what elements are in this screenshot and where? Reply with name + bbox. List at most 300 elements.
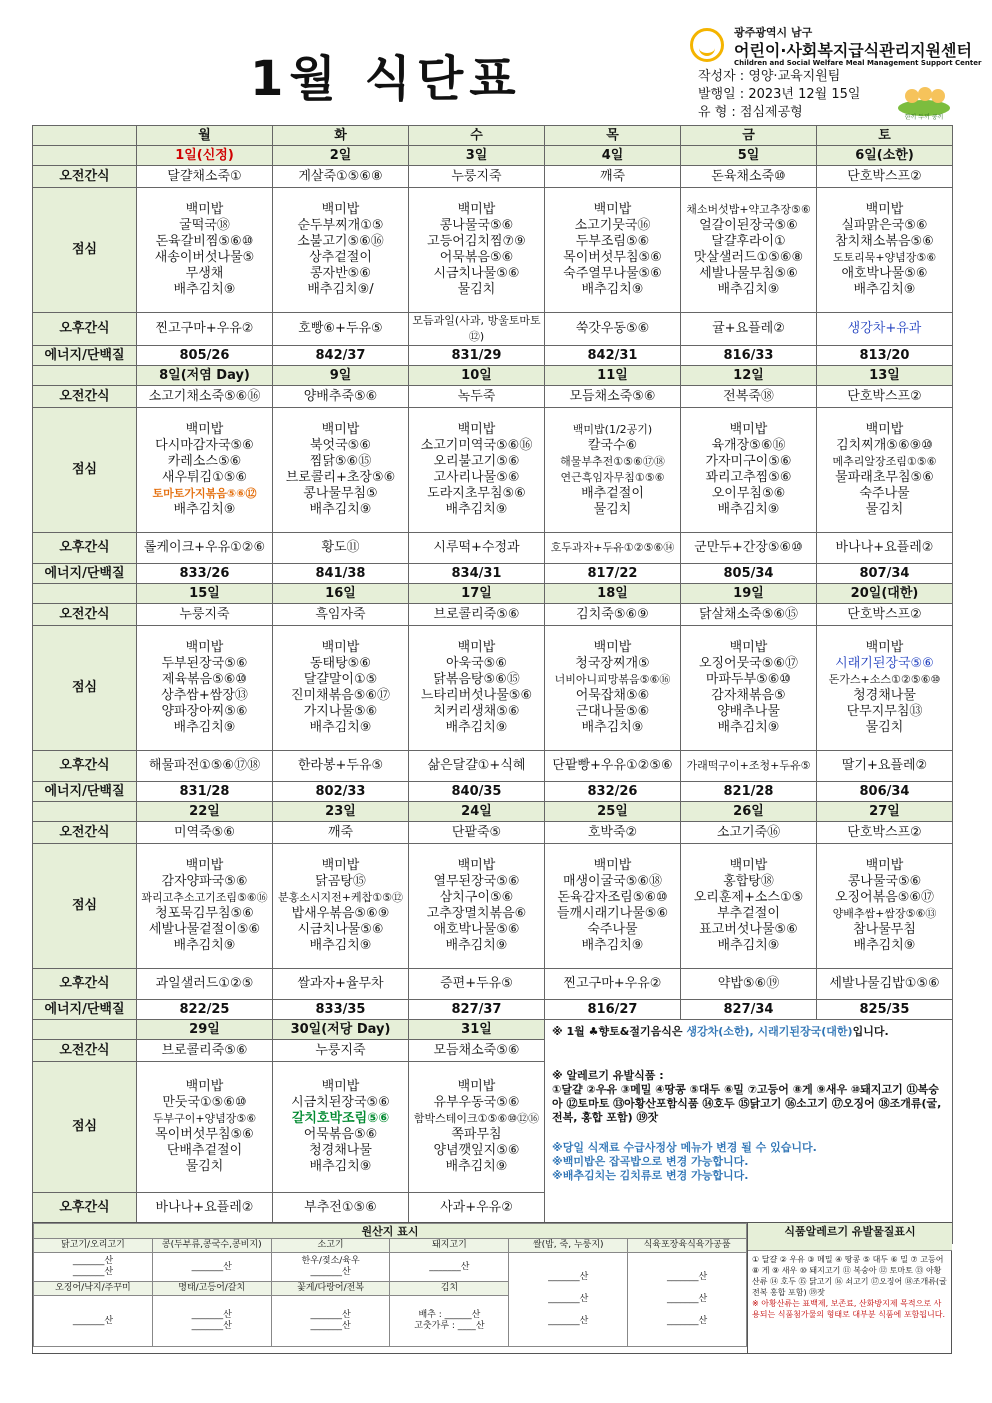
lunch-cell xyxy=(137,1062,273,1193)
am-snack-cell: 닭살채소죽⑤⑥⑮ xyxy=(681,604,817,626)
pm-snack-label: 오후간식 xyxy=(33,751,137,782)
lunch-item: 콩자반⑤⑥ xyxy=(310,266,371,281)
lunch-item: 해물부추전①⑤⑥⑰⑱ xyxy=(560,455,665,468)
lunch-item: 백미밥 xyxy=(729,858,768,873)
date-cell: 8일(저염 Day) xyxy=(137,366,273,386)
lunch-item: 아욱국⑤⑥ xyxy=(446,656,507,671)
energy-cell: 841/38 xyxy=(273,564,409,584)
lunch-item: 백미밥 xyxy=(321,1079,360,1094)
energy-cell: 813/20 xyxy=(817,346,953,366)
lunch-item: 오징어볶음⑤⑥⑰ xyxy=(834,890,935,905)
lunch-item: 배추김치⑨ xyxy=(581,282,644,297)
lunch-cell xyxy=(681,188,817,313)
lunch-item: 배추김치⑨ xyxy=(445,938,508,953)
lunch-item: 카레소스⑤⑥ xyxy=(167,454,242,469)
origin-panel xyxy=(32,1222,952,1354)
notes-panel xyxy=(552,1025,947,1183)
lunch-item: 배추김치⑨ xyxy=(173,720,236,735)
origin-col-header: 소고기 xyxy=(271,1239,390,1253)
lunch-item: 양파장아찌⑤⑥ xyxy=(161,704,248,719)
energy-cell: 805/34 xyxy=(681,564,817,584)
lunch-item: 갈치호박조림⑤⑥ xyxy=(291,1111,390,1126)
lunch-cell xyxy=(273,844,409,969)
lunch-item: 백미밥 xyxy=(729,640,768,655)
date-cell: 9일 xyxy=(273,366,409,386)
energy-cell: 817/22 xyxy=(545,564,681,584)
allergy-box xyxy=(747,1223,952,1353)
lunch-item: 어묵볶음⑤⑥ xyxy=(303,1127,378,1142)
date-cell: 18일 xyxy=(545,584,681,604)
energy-cell: 831/28 xyxy=(137,782,273,802)
date-label-cell xyxy=(33,366,137,386)
energy-cell: 821/28 xyxy=(681,782,817,802)
date-cell: 31일 xyxy=(409,1020,545,1040)
lunch-cell xyxy=(137,408,273,533)
org-logo xyxy=(690,28,724,62)
origin-rice-value: _______산 _______산 _______산 xyxy=(509,1253,628,1347)
am-snack-cell: 누룽지죽 xyxy=(273,1040,409,1062)
lunch-item: 소고기뭇국⑯ xyxy=(574,218,651,233)
lunch-item: 진미채볶음⑤⑥⑰ xyxy=(290,688,391,703)
energy-row xyxy=(33,782,953,802)
date-cell: 5일 xyxy=(681,146,817,166)
lunch-item: 백미밥 xyxy=(321,202,360,217)
lunch-item: 시래기된장국⑤⑥ xyxy=(835,656,934,671)
pm-snack-cell: 세발나물김밥①⑤⑥ xyxy=(817,969,953,1000)
lunch-item: 소불고기⑤⑥⑯ xyxy=(297,234,384,249)
lunch-item: 치커리생채⑤⑥ xyxy=(433,704,520,719)
pm-snack-cell: 사과+우유② xyxy=(409,1193,545,1224)
lunch-item: 목이버섯무침⑤⑥ xyxy=(563,250,662,265)
lunch-item: 육개장⑤⑥⑯ xyxy=(711,438,786,453)
lunch-item: 소고기미역국⑤⑥⑯ xyxy=(420,438,533,453)
lunch-item: 닭곰탕⑮ xyxy=(315,874,366,889)
lunch-item: 배추김치⑨ xyxy=(309,1159,372,1174)
lunch-item: 배추김치⑨ xyxy=(581,720,644,735)
energy-cell: 833/35 xyxy=(273,1000,409,1020)
am-snack-label: 오전간식 xyxy=(33,386,137,408)
lunch-item: 고등어김치찜⑦⑨ xyxy=(427,234,526,249)
lunch-item: 백미밥 xyxy=(729,422,768,437)
lunch-item: 배추김치⑨ xyxy=(717,282,780,297)
lunch-item: 백미밥 xyxy=(321,422,360,437)
lunch-item: 만둣국①⑤⑥⑩ xyxy=(162,1095,247,1110)
origin-squid-value: _______산 xyxy=(34,1296,153,1347)
origin-pork-value: _______산 xyxy=(390,1253,509,1282)
lunch-item: 토마토가지볶음⑤⑥⑫ xyxy=(152,487,257,500)
am-snack-row xyxy=(33,822,953,844)
lunch-cell xyxy=(273,1062,409,1193)
lunch-item: 시금치나물⑤⑥ xyxy=(297,922,384,937)
lunch-label: 점심 xyxy=(33,626,137,751)
date-label-cell xyxy=(33,146,137,166)
lunch-item: 배추김치⑨ xyxy=(309,502,372,517)
lunch-item: 열무된장국⑤⑥ xyxy=(433,874,520,889)
lunch-item: 감자양파국⑤⑥ xyxy=(161,874,248,889)
am-snack-label: 오전간식 xyxy=(33,822,137,844)
lunch-item: 배추김치⑨ xyxy=(717,938,780,953)
lunch-item: 참나물무침 xyxy=(853,922,916,937)
date-cell: 1일(신정) xyxy=(137,146,273,166)
energy-cell: 842/37 xyxy=(273,346,409,366)
date-cell: 17일 xyxy=(409,584,545,604)
am-snack-row xyxy=(33,386,953,408)
lunch-item: 물파래초무침⑤⑥ xyxy=(835,470,934,485)
lunch-item: 백미밥 xyxy=(457,202,496,217)
lunch-item: 물김치 xyxy=(185,1159,224,1174)
lunch-item: 백미밥 xyxy=(185,422,224,437)
energy-cell: 805/26 xyxy=(137,346,273,366)
date-cell: 4일 xyxy=(545,146,681,166)
allergy-list: ①달걀 ②우유 ③메밀 ④땅콩 ⑤대두 ⑥밀 ⑦고등어 ⑧게 ⑨새우 ⑩돼지고기 ⑪복숭아 ⑫토마토 ⑬아황산포함식품 ⑭호두 ⑮닭고기 ⑯소고기 ⑰오징어 ⑱조개류(굴, 전복, 홍합 포함) ⑲잣 xyxy=(552,1083,942,1124)
lunch-item: 숙주나물 xyxy=(587,922,638,937)
am-snack-label: 오전간식 xyxy=(33,604,137,626)
pm-snack-cell: 쑥갓우동⑤⑥ xyxy=(545,313,681,346)
lunch-cell xyxy=(137,188,273,313)
weekday-2: 수 xyxy=(409,126,545,146)
lunch-item: 가지나물⑤⑥ xyxy=(303,704,378,719)
lunch-item: 애호박나물⑤⑥ xyxy=(433,922,520,937)
origin-col-header: 닭고기/오리고기 xyxy=(34,1239,153,1253)
lunch-item: 김치찌개⑤⑥⑨⑩ xyxy=(836,438,933,453)
lunch-cell xyxy=(273,626,409,751)
lunch-item: 배추김치⑨ xyxy=(445,1159,508,1174)
lunch-item: 백미밥 xyxy=(321,640,360,655)
pm-snack-label: 오후간식 xyxy=(33,313,137,346)
date-cell: 24일 xyxy=(409,802,545,822)
weekday-1: 화 xyxy=(273,126,409,146)
pm-snack-cell: 한라봉+두유⑤ xyxy=(273,751,409,782)
org-city: 광주광역시 남구 xyxy=(734,26,813,39)
energy-cell: 831/29 xyxy=(409,346,545,366)
lunch-item: 배추김치⑨ xyxy=(445,720,508,735)
pm-snack-cell: 부추전①⑤⑥ xyxy=(273,1193,409,1224)
lunch-item: 오리불고기⑤⑥ xyxy=(433,454,520,469)
am-snack-cell: 브로콜리죽⑤⑥ xyxy=(409,604,545,626)
lunch-cell xyxy=(545,188,681,313)
pm-snack-cell: 삶은달걀①+식혜 xyxy=(409,751,545,782)
lunch-item: 백미밥 xyxy=(457,1079,496,1094)
lunch-cell xyxy=(409,626,545,751)
am-snack-cell: 단팥죽⑤ xyxy=(409,822,545,844)
lunch-item: 돈육감자조림⑤⑥⑩ xyxy=(557,890,668,905)
lunch-item: 백미밥 xyxy=(185,640,224,655)
am-snack-cell: 단호박스프② xyxy=(817,822,953,844)
am-snack-cell: 브로콜리죽⑤⑥ xyxy=(137,1040,273,1062)
lunch-item: 감자채볶음⑤ xyxy=(711,688,786,703)
pm-snack-cell: 가래떡구이+조청+두유⑤ xyxy=(681,751,817,782)
origin-crab-value: _______산 _______산 xyxy=(271,1296,390,1347)
lunch-row xyxy=(33,626,953,751)
am-snack-cell: 단호박스프② xyxy=(817,166,953,188)
mascot-image xyxy=(896,80,952,120)
lunch-item: 물김치 xyxy=(593,502,632,517)
org-english: Children and Social Welfare Meal Management Support Center xyxy=(734,59,982,67)
lunch-item: 어묵잡채⑤⑥ xyxy=(575,688,650,703)
origin-col-header-2: 꽃게/다랑어/전복 xyxy=(271,1282,390,1296)
lunch-item: 백미밥 xyxy=(457,422,496,437)
lunch-item: 새송이버섯나물⑤ xyxy=(154,250,255,265)
date-cell: 10일 xyxy=(409,366,545,386)
am-snack-label: 오전간식 xyxy=(33,1040,137,1062)
lunch-item: 백미밥 xyxy=(593,858,632,873)
date-cell: 29일 xyxy=(137,1020,273,1040)
lunch-item: 애호박나물⑤⑥ xyxy=(841,266,928,281)
lunch-item: 시금치나물⑤⑥ xyxy=(433,266,520,281)
lunch-item: 너비아니피망볶음⑤⑥⑯ xyxy=(554,673,671,686)
lunch-item: 배추김치⑨ xyxy=(717,720,780,735)
weekday-5: 토 xyxy=(817,126,953,146)
lunch-item: 백미밥 xyxy=(593,640,632,655)
lunch-item: 오이무침⑤⑥ xyxy=(711,486,786,501)
date-row xyxy=(33,802,953,822)
lunch-label: 점심 xyxy=(33,408,137,533)
lunch-cell xyxy=(817,844,953,969)
lunch-item: 백미밥 xyxy=(185,202,224,217)
lunch-item: 양념깻잎지⑤⑥ xyxy=(433,1143,520,1158)
lunch-item: 물김치 xyxy=(865,502,904,517)
org-name: 어린이·사회복지급식관리지원센터 xyxy=(734,41,972,60)
lunch-item: 어묵볶음⑤⑥ xyxy=(439,250,514,265)
lunch-item: 배추김치⑨/ xyxy=(307,282,374,297)
weekday-3: 목 xyxy=(545,126,681,146)
lunch-cell xyxy=(409,1062,545,1193)
lunch-row xyxy=(33,408,953,533)
lunch-cell xyxy=(273,408,409,533)
lunch-item: 참치채소볶음⑤⑥ xyxy=(835,234,934,249)
am-snack-cell: 소고기죽⑯ xyxy=(681,822,817,844)
lunch-item: 제육볶음⑤⑥⑩ xyxy=(161,672,248,687)
am-snack-cell: 소고기채소죽⑤⑥⑯ xyxy=(137,386,273,408)
date-cell: 20일(대한) xyxy=(817,584,953,604)
date-cell: 30일(저당 Day) xyxy=(273,1020,409,1040)
allergy-title: ※ 알레르기 유발식품 : xyxy=(552,1069,664,1082)
am-snack-cell: 누룽지죽 xyxy=(409,166,545,188)
lunch-item: 찜닭⑤⑥⑮ xyxy=(309,454,372,469)
lunch-item: 브로콜리+초장⑤⑥ xyxy=(285,470,396,485)
lunch-item: 백미밥 xyxy=(865,640,904,655)
date-cell: 26일 xyxy=(681,802,817,822)
lunch-item: 부추겉절이 xyxy=(717,906,780,921)
origin-col-header-2: 김치 xyxy=(390,1282,509,1296)
lunch-item: 배추겉절이 xyxy=(581,486,644,501)
origin-col-header: 콩(두부류,콩국수,콩비지) xyxy=(152,1239,271,1253)
origin-col-header: 돼지고기 xyxy=(390,1239,509,1253)
pm-snack-cell: 생강차+유과 xyxy=(817,313,953,346)
lunch-item: 배추김치⑨ xyxy=(173,282,236,297)
lunch-item: 양배추나물 xyxy=(717,704,780,719)
pm-snack-cell: 군만두+간장⑤⑥⑩ xyxy=(681,533,817,564)
energy-cell: 806/34 xyxy=(817,782,953,802)
allergy-box-list: ① 달걀 ② 우유 ③ 메밀 ④ 땅콩 ⑤ 대두 ⑥ 밀 ⑦ 고등어 ⑧ 게 ⑨ 새우 ⑩ 돼지고기 ⑪ 복숭아 ⑫ 토마토 ⑬ 아황산류 ⑭ 호두 ⑮ 닭고기 ⑯ 쇠고기 ⑰오징어 ⑱조개류(굴 전복 홍합 포함) ⑲잣 xyxy=(752,1255,947,1297)
lunch-item: 두부구이+양념장⑤⑥ xyxy=(152,1112,257,1125)
lunch-item: 고추장멸치볶음⑥ xyxy=(426,906,527,921)
lunch-cell xyxy=(409,188,545,313)
lunch-cell xyxy=(681,408,817,533)
lunch-item: 백미밥 xyxy=(185,1079,224,1094)
lunch-item: 숙주열무나물⑤⑥ xyxy=(563,266,662,281)
lunch-item: 밥새우볶음⑤⑥⑨ xyxy=(291,906,390,921)
am-snack-cell: 깨죽 xyxy=(273,822,409,844)
am-snack-cell: 돈육채소죽⑩ xyxy=(681,166,817,188)
lunch-item: 백미밥 xyxy=(865,858,904,873)
energy-cell: 822/25 xyxy=(137,1000,273,1020)
lunch-item: 콩나물무침⑤ xyxy=(303,486,378,501)
lunch-item: 굴떡국⑱ xyxy=(179,218,230,233)
lunch-item: 배추김치⑨ xyxy=(853,282,916,297)
pm-snack-cell: 호두과자+두유①②⑤⑥⑭ xyxy=(545,533,681,564)
corner-cell xyxy=(33,126,137,146)
lunch-item: 배추김치⑨ xyxy=(445,502,508,517)
lunch-item: 시금치된장국⑤⑥ xyxy=(291,1095,390,1110)
pm-snack-row xyxy=(33,751,953,782)
lunch-item: 순두부찌개①⑤ xyxy=(297,218,384,233)
lunch-item: 배추김치⑨ xyxy=(717,502,780,517)
date-cell: 23일 xyxy=(273,802,409,822)
lunch-item: 메추리알장조림①⑤⑥ xyxy=(832,455,937,468)
lunch-item: 청국장찌개⑤ xyxy=(575,656,650,671)
energy-label: 에너지/단백질 xyxy=(33,564,137,584)
lunch-cell xyxy=(137,626,273,751)
origin-beef-value: 한우/젖소/육우 _______산 xyxy=(271,1253,390,1282)
lunch-item: 단배추겉절이 xyxy=(166,1143,243,1158)
lunch-item: 동태탕⑤⑥ xyxy=(310,656,371,671)
am-snack-cell: 단호박스프② xyxy=(817,386,953,408)
lunch-item: 청경채나물 xyxy=(853,688,916,703)
am-snack-cell: 녹두죽 xyxy=(409,386,545,408)
lunch-cell xyxy=(817,408,953,533)
origin-col-header-2: 명태/고등어/갈치 xyxy=(152,1282,271,1296)
pm-snack-cell: 딸기+요플레② xyxy=(817,751,953,782)
energy-cell: 816/27 xyxy=(545,1000,681,1020)
am-snack-cell: 미역죽⑤⑥ xyxy=(137,822,273,844)
pm-snack-label: 오후간식 xyxy=(33,533,137,564)
meta-info xyxy=(698,68,860,122)
pm-snack-cell: 귤+요플레② xyxy=(681,313,817,346)
page-title: 1월 식단표 xyxy=(250,51,522,107)
am-snack-row xyxy=(33,166,953,188)
pm-snack-label: 오후간식 xyxy=(33,1193,137,1224)
origin-col-header-2: 오징어/낙지/주꾸미 xyxy=(34,1282,153,1296)
lunch-cell xyxy=(681,844,817,969)
pm-snack-cell: 찐고구마+우유② xyxy=(545,969,681,1000)
origin-kimchi-value: 배추 : ______산 고춧가루 : ____산 xyxy=(390,1296,509,1347)
weekday-header-row xyxy=(33,126,953,146)
lunch-item: 숙주나물 xyxy=(859,486,910,501)
lunch-item: 콩나물국⑤⑥ xyxy=(847,874,922,889)
pm-snack-cell: 해물파전①⑤⑥⑰⑱ xyxy=(137,751,273,782)
energy-label: 에너지/단백질 xyxy=(33,346,137,366)
lunch-item: 닭볶음탕⑤⑥⑮ xyxy=(433,672,520,687)
origin-processed-value: _______산 _______산 _______산 xyxy=(628,1253,747,1347)
energy-cell: 825/35 xyxy=(817,1000,953,1020)
lunch-cell xyxy=(409,844,545,969)
lunch-item: 다시마감자국⑤⑥ xyxy=(155,438,254,453)
lunch-cell xyxy=(545,626,681,751)
pm-snack-cell: 롤케이크+우유①②⑥ xyxy=(137,533,273,564)
lunch-item: 돈가스+소스①②⑤⑥⑩ xyxy=(828,673,941,686)
lunch-item: 두부조림⑤⑥ xyxy=(575,234,650,249)
pm-snack-cell: 바나나+요플레② xyxy=(137,1193,273,1224)
weekday-0: 월 xyxy=(137,126,273,146)
lunch-item: 물김치 xyxy=(457,282,496,297)
origin-chicken-value: _______산 _______산 xyxy=(34,1253,153,1282)
am-snack-row xyxy=(33,604,953,626)
am-snack-cell: 게살죽①⑤⑥⑧ xyxy=(273,166,409,188)
lunch-item: 달걀말이①⑤ xyxy=(303,672,378,687)
mascot-text: 한끼 두끼 쿵끼 xyxy=(904,114,944,120)
energy-cell: 827/37 xyxy=(409,1000,545,1020)
pm-snack-cell: 쌀과자+율무차 xyxy=(273,969,409,1000)
date-cell: 27일 xyxy=(817,802,953,822)
change-note-2: ※백미밥은 잡곡밥으로 변경 가능합니다. xyxy=(552,1155,749,1168)
energy-cell: 840/35 xyxy=(409,782,545,802)
pm-snack-cell: 시루떡+수정과 xyxy=(409,533,545,564)
lunch-item: 백미밥 xyxy=(865,202,904,217)
am-snack-cell: 누룽지죽 xyxy=(137,604,273,626)
lunch-cell xyxy=(681,626,817,751)
lunch-item: 도라지초무침⑤⑥ xyxy=(427,486,526,501)
origin-fish-value: _______산 _______산 xyxy=(152,1296,271,1347)
date-cell: 22일 xyxy=(137,802,273,822)
lunch-cell xyxy=(273,188,409,313)
energy-row xyxy=(33,346,953,366)
lunch-item: 배추김치⑨ xyxy=(173,502,236,517)
lunch-item: 상추겉절이 xyxy=(309,250,372,265)
am-snack-cell: 흑임자죽 xyxy=(273,604,409,626)
lunch-item: 배추김치⑨ xyxy=(309,938,372,953)
pm-snack-row xyxy=(33,313,953,346)
lunch-item: 쪽파무침 xyxy=(451,1127,502,1142)
allergy-box-note: ※ 아황산류는 표백제, 보존료, 산화방지제 목적으로 사용되는 식품첨가물의 형태로 대부분 식품에 포함됩니다. xyxy=(752,1299,945,1319)
lunch-item: 세발나물겉절이⑤⑥ xyxy=(148,922,261,937)
lunch-item: 백미밥 xyxy=(457,858,496,873)
lunch-label: 점심 xyxy=(33,1062,137,1193)
lunch-item: 홍합탕⑱ xyxy=(723,874,774,889)
lunch-item: 백미밥(1/2공기) xyxy=(572,423,653,436)
pm-snack-cell: 바나나+요플레② xyxy=(817,533,953,564)
date-cell: 11일 xyxy=(545,366,681,386)
author: 작성자 : 영양·교육지원팀 xyxy=(698,69,841,84)
lunch-item: 유부우동국⑤⑥ xyxy=(433,1095,520,1110)
pm-snack-cell: 찐고구마+우유② xyxy=(137,313,273,346)
lunch-item: 무생채 xyxy=(185,266,224,281)
lunch-item: 분홍소시지전+케찹①⑤⑫ xyxy=(278,891,403,904)
lunch-item: 달걀후라이① xyxy=(711,234,786,249)
lunch-item: 백미밥 xyxy=(321,858,360,873)
am-snack-cell: 전복죽⑱ xyxy=(681,386,817,408)
lunch-item: 북엇국⑤⑥ xyxy=(310,438,371,453)
energy-cell: 834/31 xyxy=(409,564,545,584)
lunch-item: 단무지무침⑬ xyxy=(846,704,923,719)
lunch-item: 들깨시래기나물⑤⑥ xyxy=(556,906,669,921)
date-cell: 2일 xyxy=(273,146,409,166)
lunch-row xyxy=(33,844,953,969)
origin-col-header: 쌀(밥, 죽, 누룽지) xyxy=(509,1239,628,1253)
am-snack-cell: 달걀채소죽① xyxy=(137,166,273,188)
lunch-item: 꽈리고추소고기조림⑤⑥⑯ xyxy=(141,891,268,904)
lunch-label: 점심 xyxy=(33,188,137,313)
lunch-item: 꽈리고추찜⑤⑥ xyxy=(705,470,792,485)
lunch-item: 배추김치⑨ xyxy=(309,720,372,735)
pm-snack-row xyxy=(33,533,953,564)
lunch-item: 세발나물무침⑤⑥ xyxy=(699,266,798,281)
energy-row xyxy=(33,1000,953,1020)
lunch-item: 배추김치⑨ xyxy=(853,938,916,953)
lunch-item: 얼갈이된장국⑤⑥ xyxy=(699,218,798,233)
origin-bean-value: _______산 xyxy=(152,1253,271,1282)
lunch-item: 배추김치⑨ xyxy=(581,938,644,953)
